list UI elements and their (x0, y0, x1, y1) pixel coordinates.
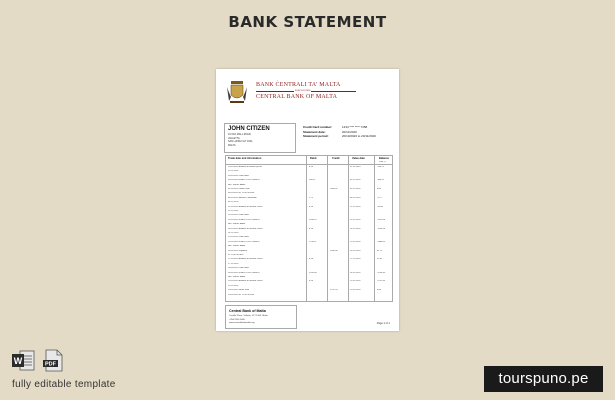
cell-value-date: 12.11.2020 (350, 205, 361, 208)
cell-info: 17.11.2020 (228, 262, 239, 265)
cell-balance: 31.75 (377, 249, 383, 252)
cell-info: 30/11/2020 VISA 5.PORTOB/NOS (228, 179, 260, 182)
cell-info: ST 1234 567890 (228, 254, 244, 256)
svg-text:W: W (13, 356, 23, 366)
cell-value-date: 15.11.2020 (350, 240, 361, 243)
cell-info: 20/11/2020 Direct Sale (228, 289, 249, 292)
cell-debit: 8.14 (309, 227, 314, 230)
cell-debit: 8.14 (309, 205, 314, 208)
cell-value-date: 18.11.2020 (350, 271, 361, 274)
cell-info: 19/11/2020 Balance of Service Prices (228, 280, 263, 283)
divider (226, 164, 392, 165)
cell-info: 12.11.2020 (228, 210, 239, 212)
column-header: Balance (379, 157, 389, 160)
cell-value-date: 02.11.2020 (350, 188, 361, 190)
customer-address-box (224, 123, 296, 153)
template-caption: fully editable template (12, 379, 116, 390)
cell-value-date: 13.11.2020 (350, 218, 361, 221)
cell-balance: -5.72 (377, 196, 382, 199)
address-line: 19 OLD MALL ROAD, (228, 133, 252, 136)
table-row (226, 294, 392, 298)
cell-balance: -1122.00 (377, 218, 386, 221)
cell-debit: 8.14 (309, 280, 314, 283)
cell-info: NET INSUR BANK (228, 245, 246, 248)
column-header: Credit (332, 157, 340, 160)
footer-line: +356 2550 0000 (229, 318, 245, 321)
cell-info: 15/11/2020 VISA 5.PORTOB/NOS (228, 240, 260, 243)
transactions-table (225, 155, 393, 302)
cell-info: 20/11/2020 Balance of service prices (228, 166, 262, 168)
cell-info: 29.11.2020 (228, 170, 239, 173)
cell-balance: -2744.39 (377, 271, 386, 274)
cell-balance: -13.86 (377, 205, 383, 208)
brand-watermark[interactable]: tourspuno.pe (484, 366, 603, 392)
cell-info: 13/11/2020 VISA 5.PORTOB/NOS (228, 218, 260, 221)
cell-info: 12/11/2020 Balance of Service Prices (228, 205, 263, 208)
cell-value-date: 06.11.2020 (350, 196, 361, 199)
cell-value-date: 01.11.2020 (350, 179, 361, 182)
statement-period-value: 20/10/2020 to 20/11/2020 (342, 134, 376, 138)
address-line: SAN LUNNA VLT 1601, (228, 140, 254, 143)
statement-date-value: 20/11/2020 (342, 129, 357, 134)
cell-balance: 0.00 (377, 188, 382, 190)
cell-balance: 0.00 (377, 289, 382, 292)
cell-info: NET INSUR BANK (228, 183, 246, 186)
cell-debit: 1738.11 (309, 240, 317, 243)
cell-debit: 2768.00 (309, 271, 317, 274)
cell-debit: 1108.14 (309, 218, 317, 221)
statement-period-label: Statement period: (303, 134, 329, 138)
svg-text:PDF: PDF (45, 361, 56, 368)
column-header: Value date (352, 157, 365, 160)
page-title: BANK STATEMENT (228, 13, 387, 31)
cell-info: 06/11/2020 Interest Calculation (228, 196, 257, 199)
bank-name-maltese: BANK ĊENTRALI TA' MALTA (256, 82, 341, 88)
cell-credit: 2900.00 (330, 249, 338, 252)
cell-debit: 8.14 (309, 258, 314, 261)
card-number-value: 1234 **** **** 7458 (342, 125, 368, 129)
cell-info: 14/11/2020 Balance of Service Prices (228, 227, 263, 230)
page-number: Page 1 of 1 (376, 322, 390, 325)
cell-value-date: 31.10.2020 (350, 166, 361, 168)
cell-balance: -2752.53 (377, 280, 386, 283)
address-line: MALTA (228, 143, 236, 147)
cell-balance: -2868.25 (377, 240, 386, 243)
cell-info: 17/11/2020 Balance of Service Prices (228, 258, 263, 261)
cell-value-date: 20.11.2020 (350, 289, 361, 292)
statement-document (216, 69, 399, 331)
cell-credit: 2752.53 (330, 289, 338, 292)
cell-value-date: 19.11.2020 (350, 280, 361, 283)
cell-balance: -198.71 (377, 166, 385, 168)
column-header: Trade date and information (228, 157, 262, 160)
statement-date-label: Statement date: (303, 129, 326, 134)
footer-line: www.centralbankmalta.org (229, 322, 255, 324)
cell-info: NET INSUR BANK (228, 223, 246, 226)
card-number-label: Credit Card number: (303, 125, 333, 129)
word-icon (12, 349, 35, 372)
cell-value-date: 14.11.2020 (350, 227, 361, 230)
coat-of-arms-icon (226, 79, 248, 105)
cell-info: 19.11.2020 (228, 284, 239, 287)
column-header: Debit (310, 157, 317, 160)
customer-name: JOHN CITIZEN (228, 126, 270, 132)
cell-info: 16/11/2020 Payment (228, 249, 248, 252)
cell-balance: -1130.14 (377, 227, 386, 230)
footer-line: Castille Place, Valletta, VLT 1060, Malta (229, 315, 268, 317)
cell-value-date: 16.11.2020 (350, 249, 361, 252)
cell-info: 20/11/2020 ST 1234 567890 (228, 293, 255, 296)
cell-info: 14.11.2020 (228, 232, 239, 234)
address-line: VALLETTA, (228, 136, 241, 140)
cell-info: 15/11/2020 Card Debit (228, 236, 249, 239)
cell-info: 01/11/2020 Online Sale (228, 188, 250, 190)
eurosystem-label: EUROSYSTEM (295, 90, 311, 92)
cell-balance: 23.61 (377, 258, 383, 261)
cell-info: 18/11/2020 VISA 5.PORTOB/NOS (228, 271, 260, 274)
cell-credit: 1388.51 (330, 188, 338, 190)
cell-info: 03/11/2020 ST 1234 567890 (228, 192, 255, 195)
cell-info: 30/11/2020 Card Debit (228, 174, 249, 177)
cell-info: 13/11/2020 Card Debit (228, 214, 249, 217)
pdf-icon (42, 349, 65, 372)
cell-debit: 188.51 (309, 179, 316, 182)
balance-brought-forward: (148.7) (379, 160, 386, 163)
footer-bank-name: Central Bank of Malta (229, 309, 266, 313)
cell-info: 18/11/2020 Card Debit (228, 267, 249, 270)
cell-debit: 8.14 (309, 166, 314, 168)
cell-debit: 5.72 (309, 196, 314, 199)
cell-info: NET INSUR BANK (228, 276, 246, 278)
cell-balance: -398.51 (377, 179, 385, 182)
cell-info: 06.11.2020 (228, 201, 239, 204)
cell-value-date: 17.11.2020 (350, 258, 361, 261)
footer-box (225, 305, 297, 329)
bank-name-english: CENTRAL BANK OF MALTA (256, 94, 338, 100)
